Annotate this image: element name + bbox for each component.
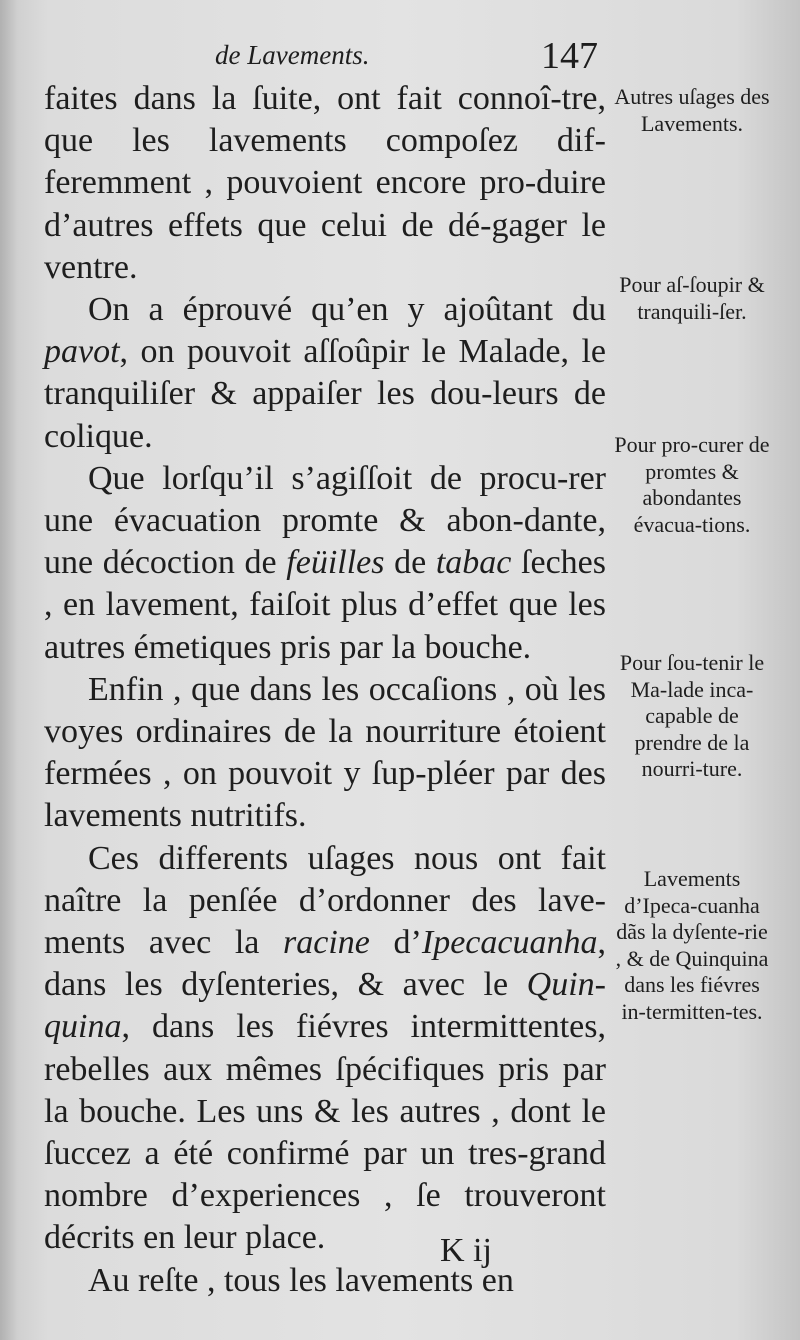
- text-segment: Que lorſqu’il s’agiſſoit de procu-rer une évacuation promte & abon-dante, une décoction de: [44, 459, 606, 582]
- text-segment: On a éprouvé qu’en y ajoûtant du: [88, 291, 606, 329]
- italic-term-ipecacuanha: Ipecacuanha: [421, 924, 598, 962]
- margin-note-ipecacuanha: Lavements d’Ipeca-cuanha dãs la dyſente-rie , & de Quinquina dans les fiévres in-termitten-tes.: [615, 866, 769, 1024]
- paragraph-4: [44, 669, 606, 838]
- margin-note-autres-usages: Autres uſages des Lavements.: [614, 84, 770, 136]
- text-segment: ſeches , en lavement, faiſoit plus d’effet que les autres émetiques pris par la bouche.: [44, 544, 606, 666]
- signature-mark: K ij: [440, 1232, 492, 1269]
- text-segment: faites dans la ſuite, ont fait connoî-tre, que les lavements compoſez dif-feremment , pouvoient encore pro-duire d’autres effets que celui de dé-gager le ventre.: [44, 80, 606, 286]
- margin-note-evacuations: Pour pro-curer de promtes & abondantes évacua-tions.: [614, 432, 770, 537]
- text-segment: , dans les dyſenteries, & avec le: [44, 924, 606, 1004]
- text-segment: Ces differents uſages nous ont fait naître la penſée d’ordonner des lave-ments avec la: [44, 839, 606, 962]
- italic-term-pavot: pavot: [44, 333, 120, 371]
- paragraph-2: [44, 289, 606, 458]
- italic-term-feuilles: feüilles: [286, 544, 385, 582]
- paragraph-3: [44, 458, 606, 669]
- text-segment: d’: [369, 924, 422, 962]
- italic-term-quinquina: Quin-quina: [44, 966, 606, 1046]
- text-segment: , dans les fiévres intermittentes, rebelles aux mêmes ſpécifiques pris par la bouche. Les uns & les autres , dont le ſuccez a été confirmé par un tres-grand nombre d’experiences , ſe trouveront décrits en leur place.: [44, 1008, 606, 1257]
- spine-shadow: [0, 0, 18, 1340]
- paragraph-6: [44, 1260, 606, 1302]
- page-number: 147: [541, 35, 598, 77]
- text-segment: de: [384, 544, 436, 582]
- text-segment: , on pouvoit aſſoûpir le Malade, le tranquiliſer & appaiſer les dou-leurs de colique.: [44, 333, 606, 455]
- paragraph-1: [44, 78, 606, 289]
- text-segment: Enfin , que dans les occaſions , où les voyes ordinaires de la nourriture étoient fermées , on pouvoit y ſup-pléer par des lavements nutritifs.: [44, 670, 606, 835]
- main-text: [44, 78, 606, 1302]
- margin-note-nourriture: Pour ſou-tenir le Ma-lade inca-capable de prendre de la nourri-ture.: [619, 650, 765, 781]
- text-segment: Au reſte , tous les lavements en: [88, 1261, 514, 1299]
- running-title: de Lavements.: [215, 40, 370, 70]
- paragraph-5: [44, 838, 606, 1260]
- margin-note-assoupir: Pour aſ-ſoupir & tranquili-ſer.: [619, 272, 765, 324]
- italic-term-racine: racine: [283, 924, 370, 962]
- italic-term-tabac: tabac: [435, 544, 512, 582]
- page-header: [60, 34, 600, 82]
